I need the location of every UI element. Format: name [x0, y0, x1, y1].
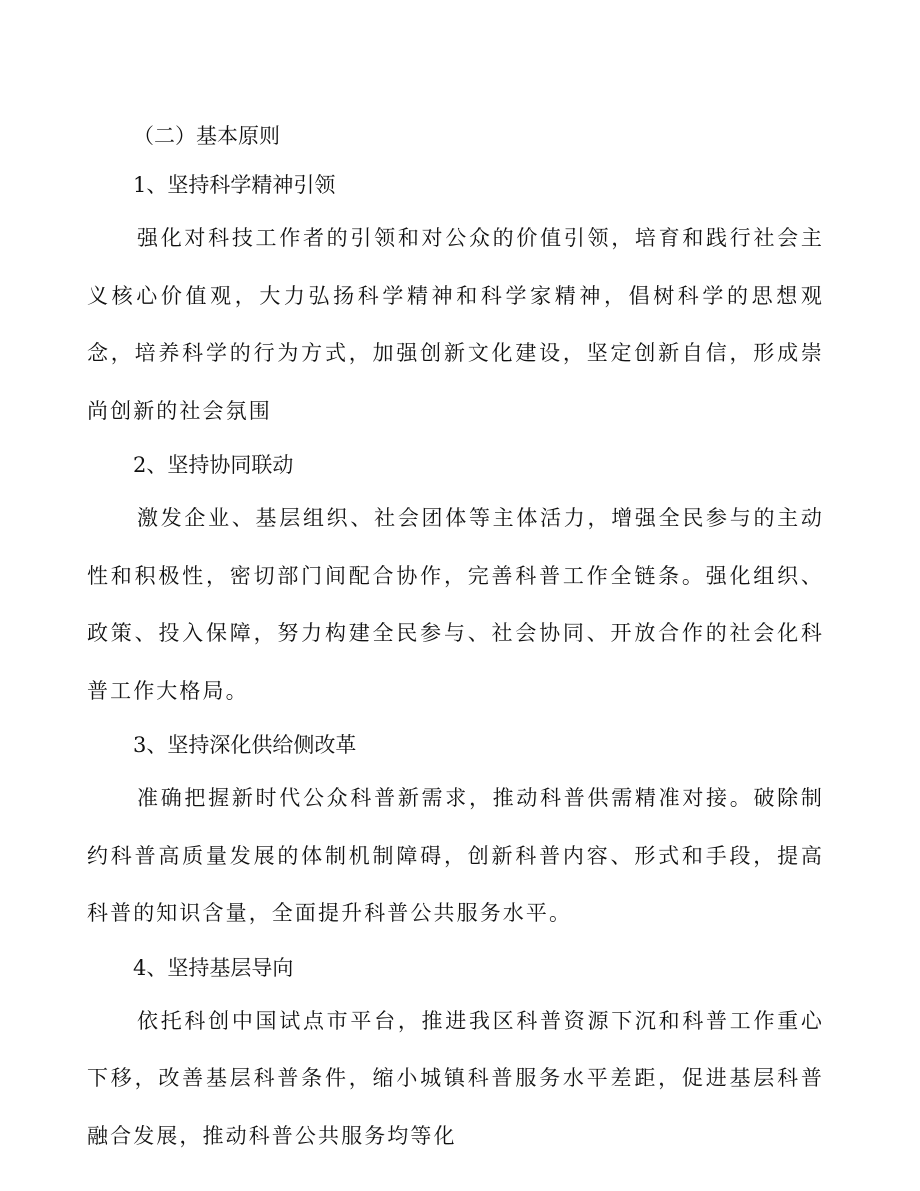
principle-3-heading: 3、坚持深化供给侧改革	[133, 733, 357, 757]
principle-3-body: 准确把握新时代公众科普新需求，推动科普供需精准对接。破除制约科普高质量发展的体制机制障碍，创新科普内容、形式和手段，提高科普的知识含量，全面提升科普公共服务水平。	[87, 786, 824, 925]
section-title: （二）基本原则	[133, 124, 280, 148]
principle-2-body: 激发企业、基层组织、社会团体等主体活力，增强全民参与的主动性和积极性，密切部门间配合协作，完善科普工作全链条。强化组织、政策、投入保障，努力构建全民参与、社会协同、开放合作的社会化科普工作大格局。	[87, 506, 824, 703]
principle-1-heading: 1、坚持科学精神引领	[133, 173, 336, 197]
principle-4-body: 依托科创中国试点市平台，推进我区科普资源下沉和科普工作重心下移，改善基层科普条件，缩小城镇科普服务水平差距，促进基层科普融合发展，推动科普公共服务均等化	[87, 1008, 824, 1148]
principle-4-heading: 4、坚持基层导向	[133, 955, 294, 980]
principle-2-heading: 2、坚持协同联动	[133, 453, 294, 477]
principle-1-body: 强化对科技工作者的引领和对公众的价值引领，培育和践行社会主义核心价值观，大力弘扬科学精神和科学家精神，倡树科学的思想观念，培养科学的行为方式，加强创新文化建设，坚定创新自信，形成崇尚创新的社会氛围	[87, 226, 824, 423]
